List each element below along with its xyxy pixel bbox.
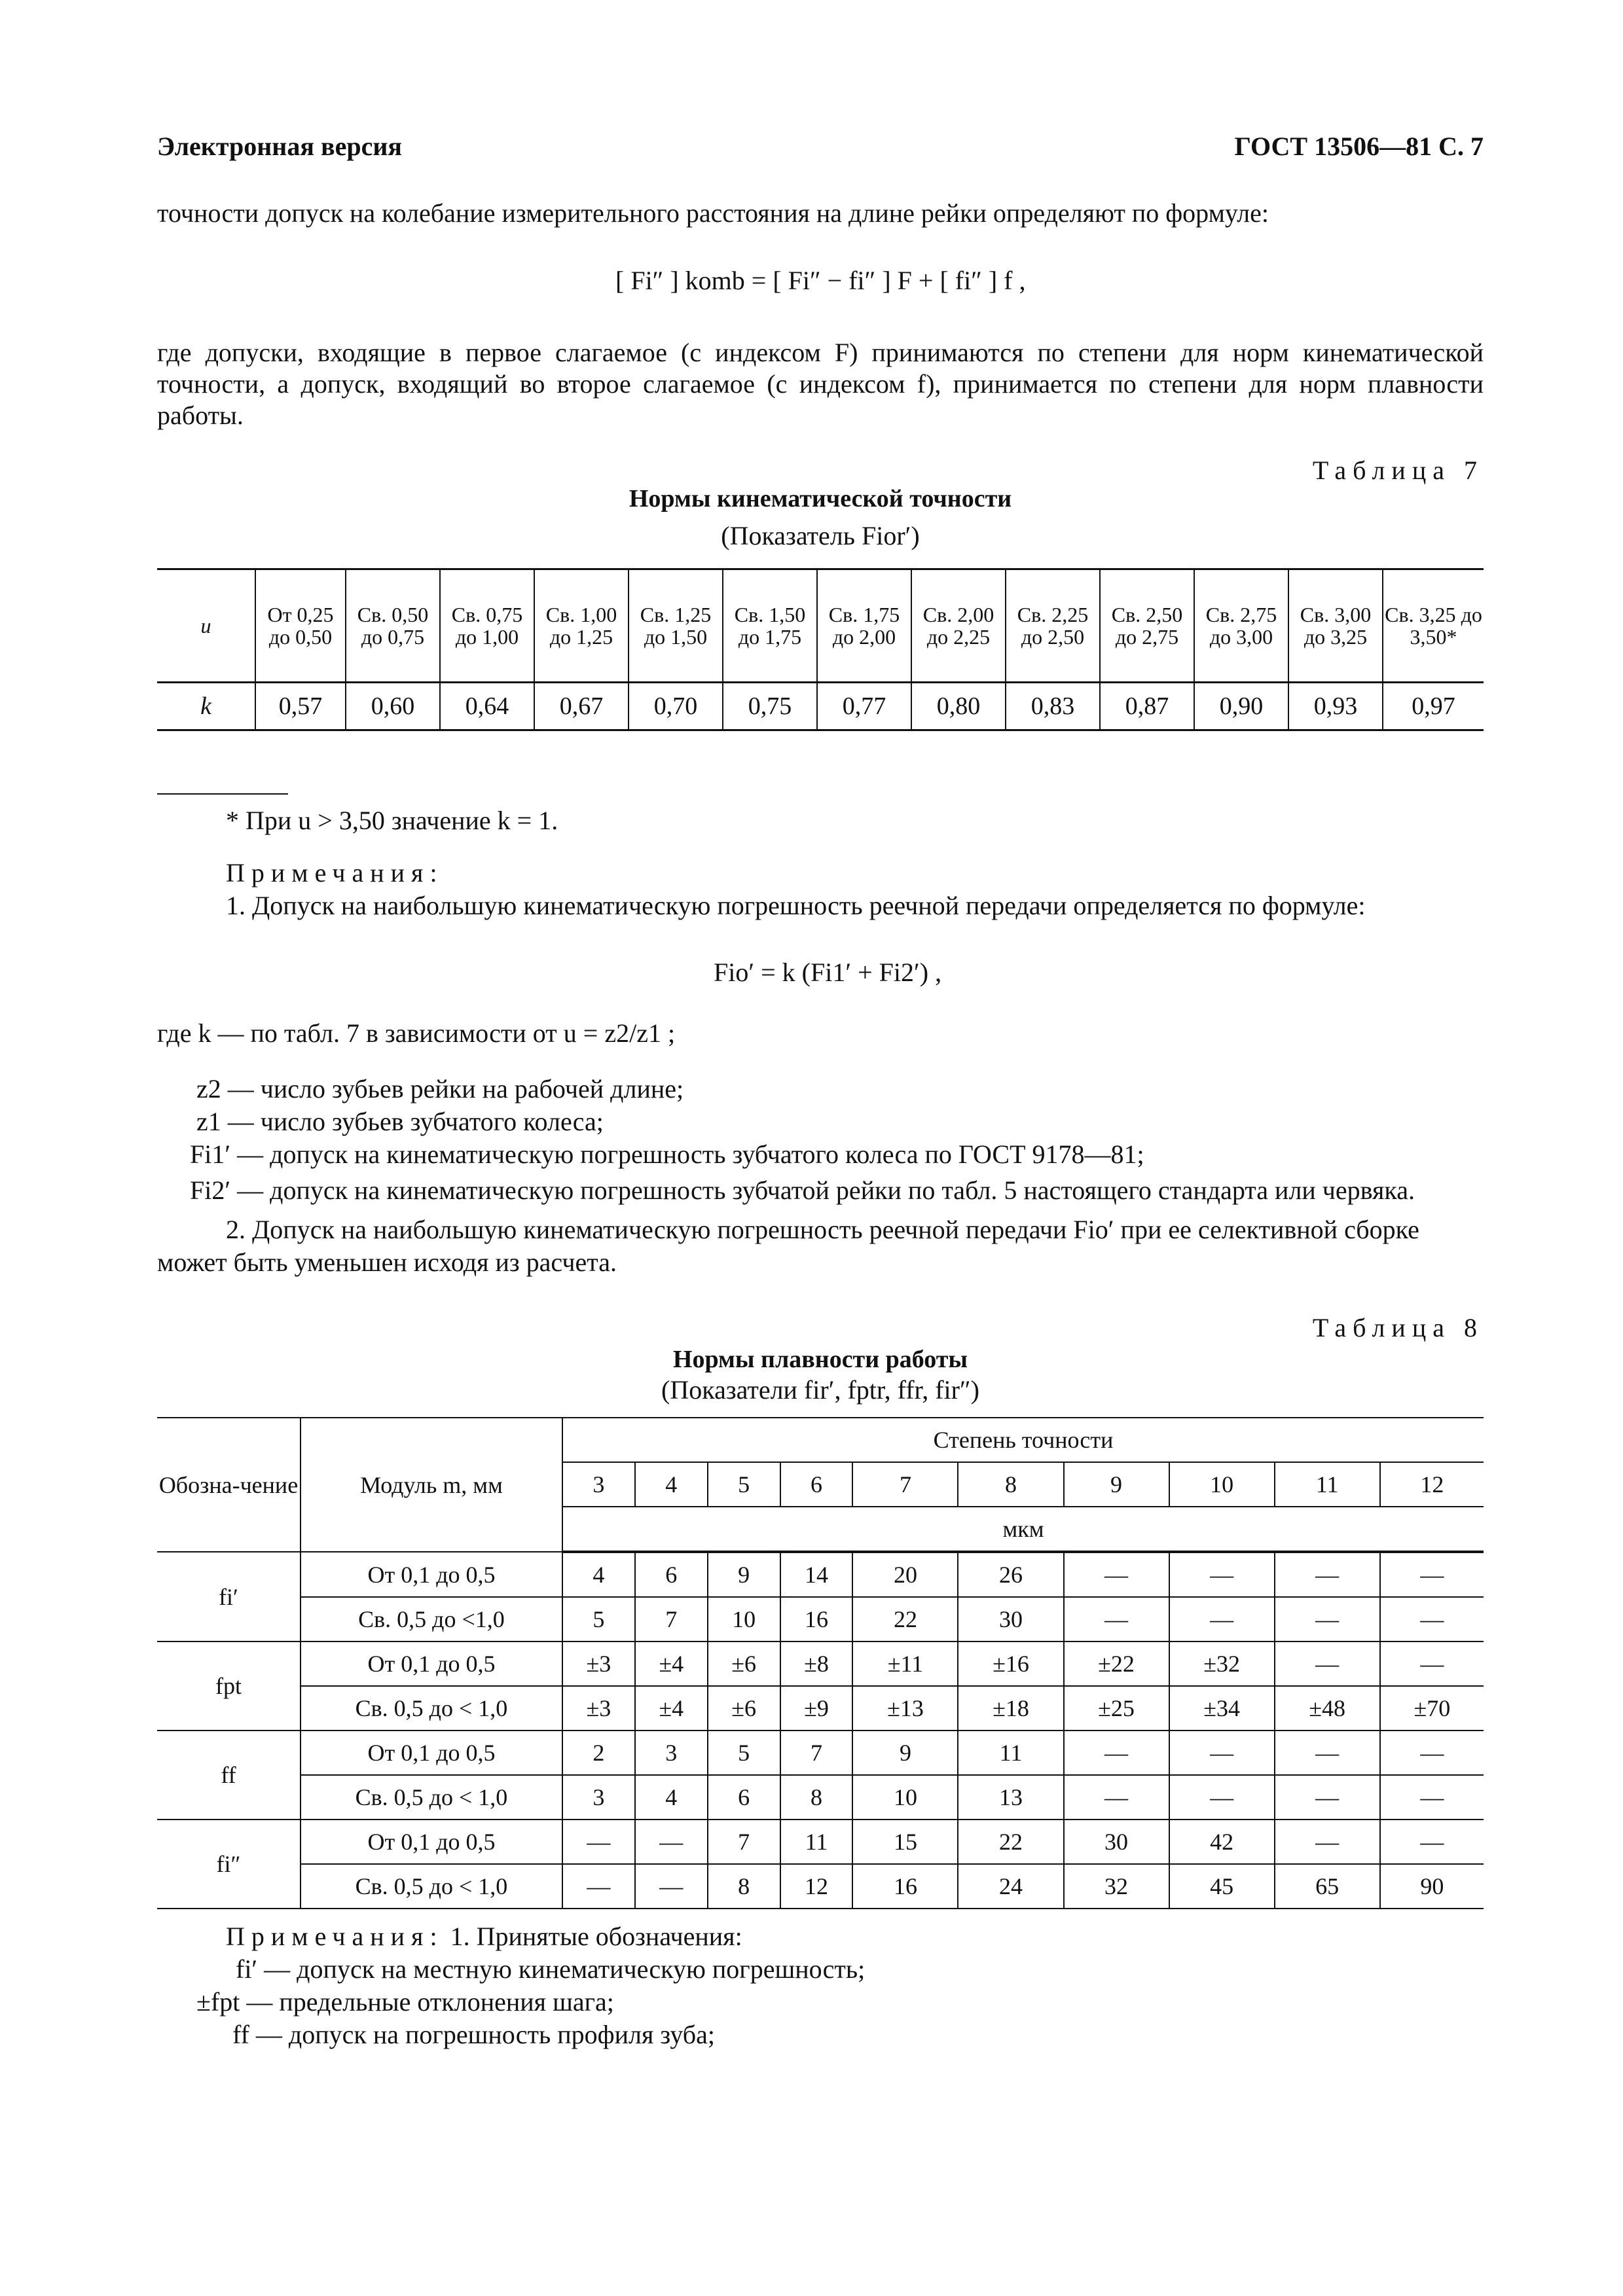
value-cell: ±4 xyxy=(635,1686,708,1731)
where-k: где k — по табл. 7 в зависимости от u = z2/z1 ; xyxy=(157,1018,676,1048)
u-cell: Св. 2,75 до 3,00 xyxy=(1194,569,1288,683)
value-cell: — xyxy=(1169,1597,1275,1641)
value-cell: ±4 xyxy=(635,1641,708,1686)
unit-cell: мкм xyxy=(562,1507,1484,1552)
k-cell: 0,93 xyxy=(1288,683,1383,730)
note-1: 1. Допуск на наибольшую кинематическую погрешность реечной передачи определяется по формуле: xyxy=(226,891,1366,920)
value-cell: ±8 xyxy=(780,1641,853,1686)
value-cell: — xyxy=(562,1864,635,1909)
u-cell: Св. 1,00 до 1,25 xyxy=(534,569,629,683)
degree-cell: 10 xyxy=(1169,1462,1275,1507)
module-header: Модуль m, мм xyxy=(301,1418,562,1552)
module-cell: Св. 0,5 до < 1,0 xyxy=(301,1686,562,1731)
value-cell: ±9 xyxy=(780,1686,853,1731)
value-cell: 11 xyxy=(958,1731,1063,1775)
table-row xyxy=(157,1820,1484,1864)
intro-paragraph: где допуски, входящие в первое слагаемое (с индексом F) принимаются по степени для норм кинематической точности, а допуск, входящий во второе слагаемое (с индексом f), принимается по степени для норм плавности работы. xyxy=(157,338,1484,430)
value-cell: ±13 xyxy=(852,1686,958,1731)
value-cell: ±32 xyxy=(1169,1641,1275,1686)
value-cell: — xyxy=(1064,1775,1169,1820)
def-z2: z2 — число зубьев рейки на рабочей длине; xyxy=(196,1074,684,1103)
table7 xyxy=(157,568,1484,731)
value-cell: — xyxy=(1380,1597,1484,1641)
value-cell: 13 xyxy=(958,1775,1063,1820)
notes2-heading: Примечания: xyxy=(226,1922,444,1951)
k-cell: 0,80 xyxy=(911,683,1006,730)
module-cell: От 0,1 до 0,5 xyxy=(301,1641,562,1686)
table7-subtitle: (Показатель Fior′) xyxy=(721,521,920,550)
value-cell: 6 xyxy=(635,1552,708,1597)
table8-subtitle: (Показатели fir′, fptr, ffr, fir″) xyxy=(661,1375,979,1405)
degree-cell: 4 xyxy=(635,1462,708,1507)
footnote: * При u > 3,50 значение k = 1. xyxy=(226,806,558,835)
module-cell: Св. 0,5 до < 1,0 xyxy=(301,1775,562,1820)
value-cell: ±25 xyxy=(1064,1686,1169,1731)
table-row xyxy=(157,1731,1484,1775)
degree-cell: 5 xyxy=(708,1462,780,1507)
k-cell: 0,64 xyxy=(440,683,534,730)
module-cell: От 0,1 до 0,5 xyxy=(301,1731,562,1775)
value-cell: ±70 xyxy=(1380,1686,1484,1731)
value-cell: 90 xyxy=(1380,1864,1484,1909)
value-cell: 26 xyxy=(958,1552,1063,1597)
value-cell: — xyxy=(1169,1775,1275,1820)
k-cell: 0,87 xyxy=(1100,683,1194,730)
u-cell: Св. 1,75 до 2,00 xyxy=(817,569,911,683)
value-cell: — xyxy=(1169,1731,1275,1775)
value-cell: — xyxy=(635,1820,708,1864)
value-cell: 45 xyxy=(1169,1864,1275,1909)
value-cell: — xyxy=(1380,1775,1484,1820)
value-cell: 9 xyxy=(708,1552,780,1597)
value-cell: 3 xyxy=(635,1731,708,1775)
value-cell: 20 xyxy=(852,1552,958,1597)
value-cell: 9 xyxy=(852,1731,958,1775)
value-cell: 16 xyxy=(852,1864,958,1909)
value-cell: — xyxy=(1064,1731,1169,1775)
value-cell: 3 xyxy=(562,1775,635,1820)
table8-header-row-1 xyxy=(157,1418,1484,1462)
value-cell: 15 xyxy=(852,1820,958,1864)
def-fi-local: fi′ — допуск на местную кинематическую погрешность; xyxy=(236,1954,866,1984)
value-cell: — xyxy=(1064,1552,1169,1597)
value-cell: — xyxy=(1380,1552,1484,1597)
value-cell: — xyxy=(1380,1641,1484,1686)
k-cell: 0,97 xyxy=(1383,683,1484,730)
module-cell: Св. 0,5 до <1,0 xyxy=(301,1597,562,1641)
table-row xyxy=(157,1686,1484,1731)
table7-k-row xyxy=(157,683,1484,730)
table-row xyxy=(157,1775,1484,1820)
value-cell: — xyxy=(1064,1597,1169,1641)
value-cell: 22 xyxy=(852,1597,958,1641)
value-cell: 8 xyxy=(780,1775,853,1820)
table7-u-row xyxy=(157,569,1484,683)
table-row xyxy=(157,1552,1484,1597)
table8-title: Нормы плавности работы xyxy=(672,1346,968,1373)
value-cell: ±11 xyxy=(852,1641,958,1686)
value-cell: — xyxy=(1275,1775,1380,1820)
notes-heading: Примечания: xyxy=(226,858,444,888)
value-cell: 30 xyxy=(1064,1820,1169,1864)
value-cell: ±3 xyxy=(562,1686,635,1731)
value-cell: 11 xyxy=(780,1820,853,1864)
def-fi2: Fi2′ — допуск на кинематическую погрешность зубчатой рейки по табл. 5 настоящего стандарта или червяка. xyxy=(190,1175,1415,1205)
value-cell: 10 xyxy=(708,1597,780,1641)
u-cell: Св. 2,50 до 2,75 xyxy=(1100,569,1194,683)
module-cell: От 0,1 до 0,5 xyxy=(301,1820,562,1864)
value-cell: — xyxy=(1169,1552,1275,1597)
def-z1: z1 — число зубьев зубчатого колеса; xyxy=(196,1107,604,1136)
value-cell: ±3 xyxy=(562,1641,635,1686)
module-cell: Св. 0,5 до < 1,0 xyxy=(301,1864,562,1909)
degree-cell: 11 xyxy=(1275,1462,1380,1507)
fio-formula: Fio′ = k (Fi1′ + Fi2′) , xyxy=(714,958,942,987)
value-cell: 4 xyxy=(635,1775,708,1820)
value-cell: — xyxy=(1275,1731,1380,1775)
u-cell: Св. 0,50 до 0,75 xyxy=(346,569,440,683)
value-cell: — xyxy=(1275,1597,1380,1641)
value-cell: — xyxy=(1275,1820,1380,1864)
table7-title: Нормы кинематической точности xyxy=(629,485,1012,512)
symbol-cell: ff xyxy=(157,1731,301,1820)
u-label: u xyxy=(157,569,255,683)
value-cell: 10 xyxy=(852,1775,958,1820)
value-cell: 32 xyxy=(1064,1864,1169,1909)
notes2-block xyxy=(226,1921,742,1952)
u-cell: От 0,25 до 0,50 xyxy=(255,569,346,683)
value-cell: 7 xyxy=(780,1731,853,1775)
k-cell: 0,67 xyxy=(534,683,629,730)
value-cell: ±48 xyxy=(1275,1686,1380,1731)
header-left: Электронная версия xyxy=(157,132,403,161)
designation-header: Обозна-чение xyxy=(157,1418,301,1552)
u-cell: Св. 1,50 до 1,75 xyxy=(723,569,817,683)
k-cell: 0,90 xyxy=(1194,683,1288,730)
value-cell: ±16 xyxy=(958,1641,1063,1686)
value-cell: ±6 xyxy=(708,1686,780,1731)
value-cell: — xyxy=(635,1864,708,1909)
symbol-cell: fi″ xyxy=(157,1820,301,1909)
k-cell: 0,57 xyxy=(255,683,346,730)
u-cell: Св. 2,00 до 2,25 xyxy=(911,569,1006,683)
value-cell: 16 xyxy=(780,1597,853,1641)
table7-label: Таблица 7 xyxy=(1312,456,1484,485)
value-cell: — xyxy=(1275,1641,1380,1686)
note-2-line2: может быть уменьшен исходя из расчета. xyxy=(157,1247,617,1277)
degree-cell: 6 xyxy=(780,1462,853,1507)
table-row xyxy=(157,1597,1484,1641)
u-cell: Св. 2,25 до 2,50 xyxy=(1006,569,1100,683)
value-cell: 4 xyxy=(562,1552,635,1597)
degree-cell: 8 xyxy=(958,1462,1063,1507)
degree-cell: 9 xyxy=(1064,1462,1169,1507)
k-cell: 0,75 xyxy=(723,683,817,730)
value-cell: 30 xyxy=(958,1597,1063,1641)
value-cell: 5 xyxy=(562,1597,635,1641)
table-row xyxy=(157,1864,1484,1909)
table8 xyxy=(157,1417,1484,1909)
degree-header: Степень точности xyxy=(562,1418,1484,1462)
value-cell: — xyxy=(1380,1731,1484,1775)
def-fpt: ±fpt — предельные отклонения шага; xyxy=(196,1987,614,2017)
degree-cell: 7 xyxy=(852,1462,958,1507)
note-2-line1: 2. Допуск на наибольшую кинематическую погрешность реечной передачи Fio′ при ее селективной сборке xyxy=(226,1215,1419,1244)
value-cell: 24 xyxy=(958,1864,1063,1909)
value-cell: 42 xyxy=(1169,1820,1275,1864)
value-cell: 7 xyxy=(635,1597,708,1641)
footnote-rule xyxy=(157,793,288,795)
k-cell: 0,70 xyxy=(629,683,723,730)
degree-cell: 3 xyxy=(562,1462,635,1507)
value-cell: 2 xyxy=(562,1731,635,1775)
value-cell: 7 xyxy=(708,1820,780,1864)
k-label: k xyxy=(157,683,255,730)
u-cell: Св. 3,00 до 3,25 xyxy=(1288,569,1383,683)
value-cell: ±22 xyxy=(1064,1641,1169,1686)
symbol-cell: fpt xyxy=(157,1641,301,1731)
module-cell: От 0,1 до 0,5 xyxy=(301,1552,562,1597)
u-cell: Св. 1,25 до 1,50 xyxy=(629,569,723,683)
komb-formula: [ Fi″ ] komb = [ Fi″ − fi″ ] F + [ fi″ ] f , xyxy=(615,266,1026,295)
table-row xyxy=(157,1641,1484,1686)
value-cell: — xyxy=(562,1820,635,1864)
value-cell: 6 xyxy=(708,1775,780,1820)
k-cell: 0,83 xyxy=(1006,683,1100,730)
header-right: ГОСТ 13506—81 С. 7 xyxy=(1234,132,1484,161)
table8-label: Таблица 8 xyxy=(1312,1313,1484,1342)
value-cell: 14 xyxy=(780,1552,853,1597)
value-cell: 12 xyxy=(780,1864,853,1909)
document-page xyxy=(157,0,1484,2296)
u-cell: Св. 3,25 до 3,50* xyxy=(1383,569,1484,683)
k-cell: 0,60 xyxy=(346,683,440,730)
value-cell: 22 xyxy=(958,1820,1063,1864)
def-ff: ff — допуск на погрешность профиля зуба; xyxy=(232,2020,716,2049)
def-fi1: Fi1′ — допуск на кинематическую погрешность зубчатого колеса по ГОСТ 9178—81; xyxy=(190,1139,1144,1169)
intro-line: точности допуск на колебание измерительного расстояния на длине рейки определяют по формуле: xyxy=(157,198,1269,228)
symbol-cell: fi′ xyxy=(157,1552,301,1641)
notes2-item1: 1. Принятые обозначения: xyxy=(450,1922,742,1951)
value-cell: 8 xyxy=(708,1864,780,1909)
k-cell: 0,77 xyxy=(817,683,911,730)
value-cell: 65 xyxy=(1275,1864,1380,1909)
value-cell: ±6 xyxy=(708,1641,780,1686)
u-cell: Св. 0,75 до 1,00 xyxy=(440,569,534,683)
value-cell: — xyxy=(1380,1820,1484,1864)
value-cell: 5 xyxy=(708,1731,780,1775)
value-cell: ±18 xyxy=(958,1686,1063,1731)
value-cell: ±34 xyxy=(1169,1686,1275,1731)
degree-cell: 12 xyxy=(1380,1462,1484,1507)
value-cell: — xyxy=(1275,1552,1380,1597)
